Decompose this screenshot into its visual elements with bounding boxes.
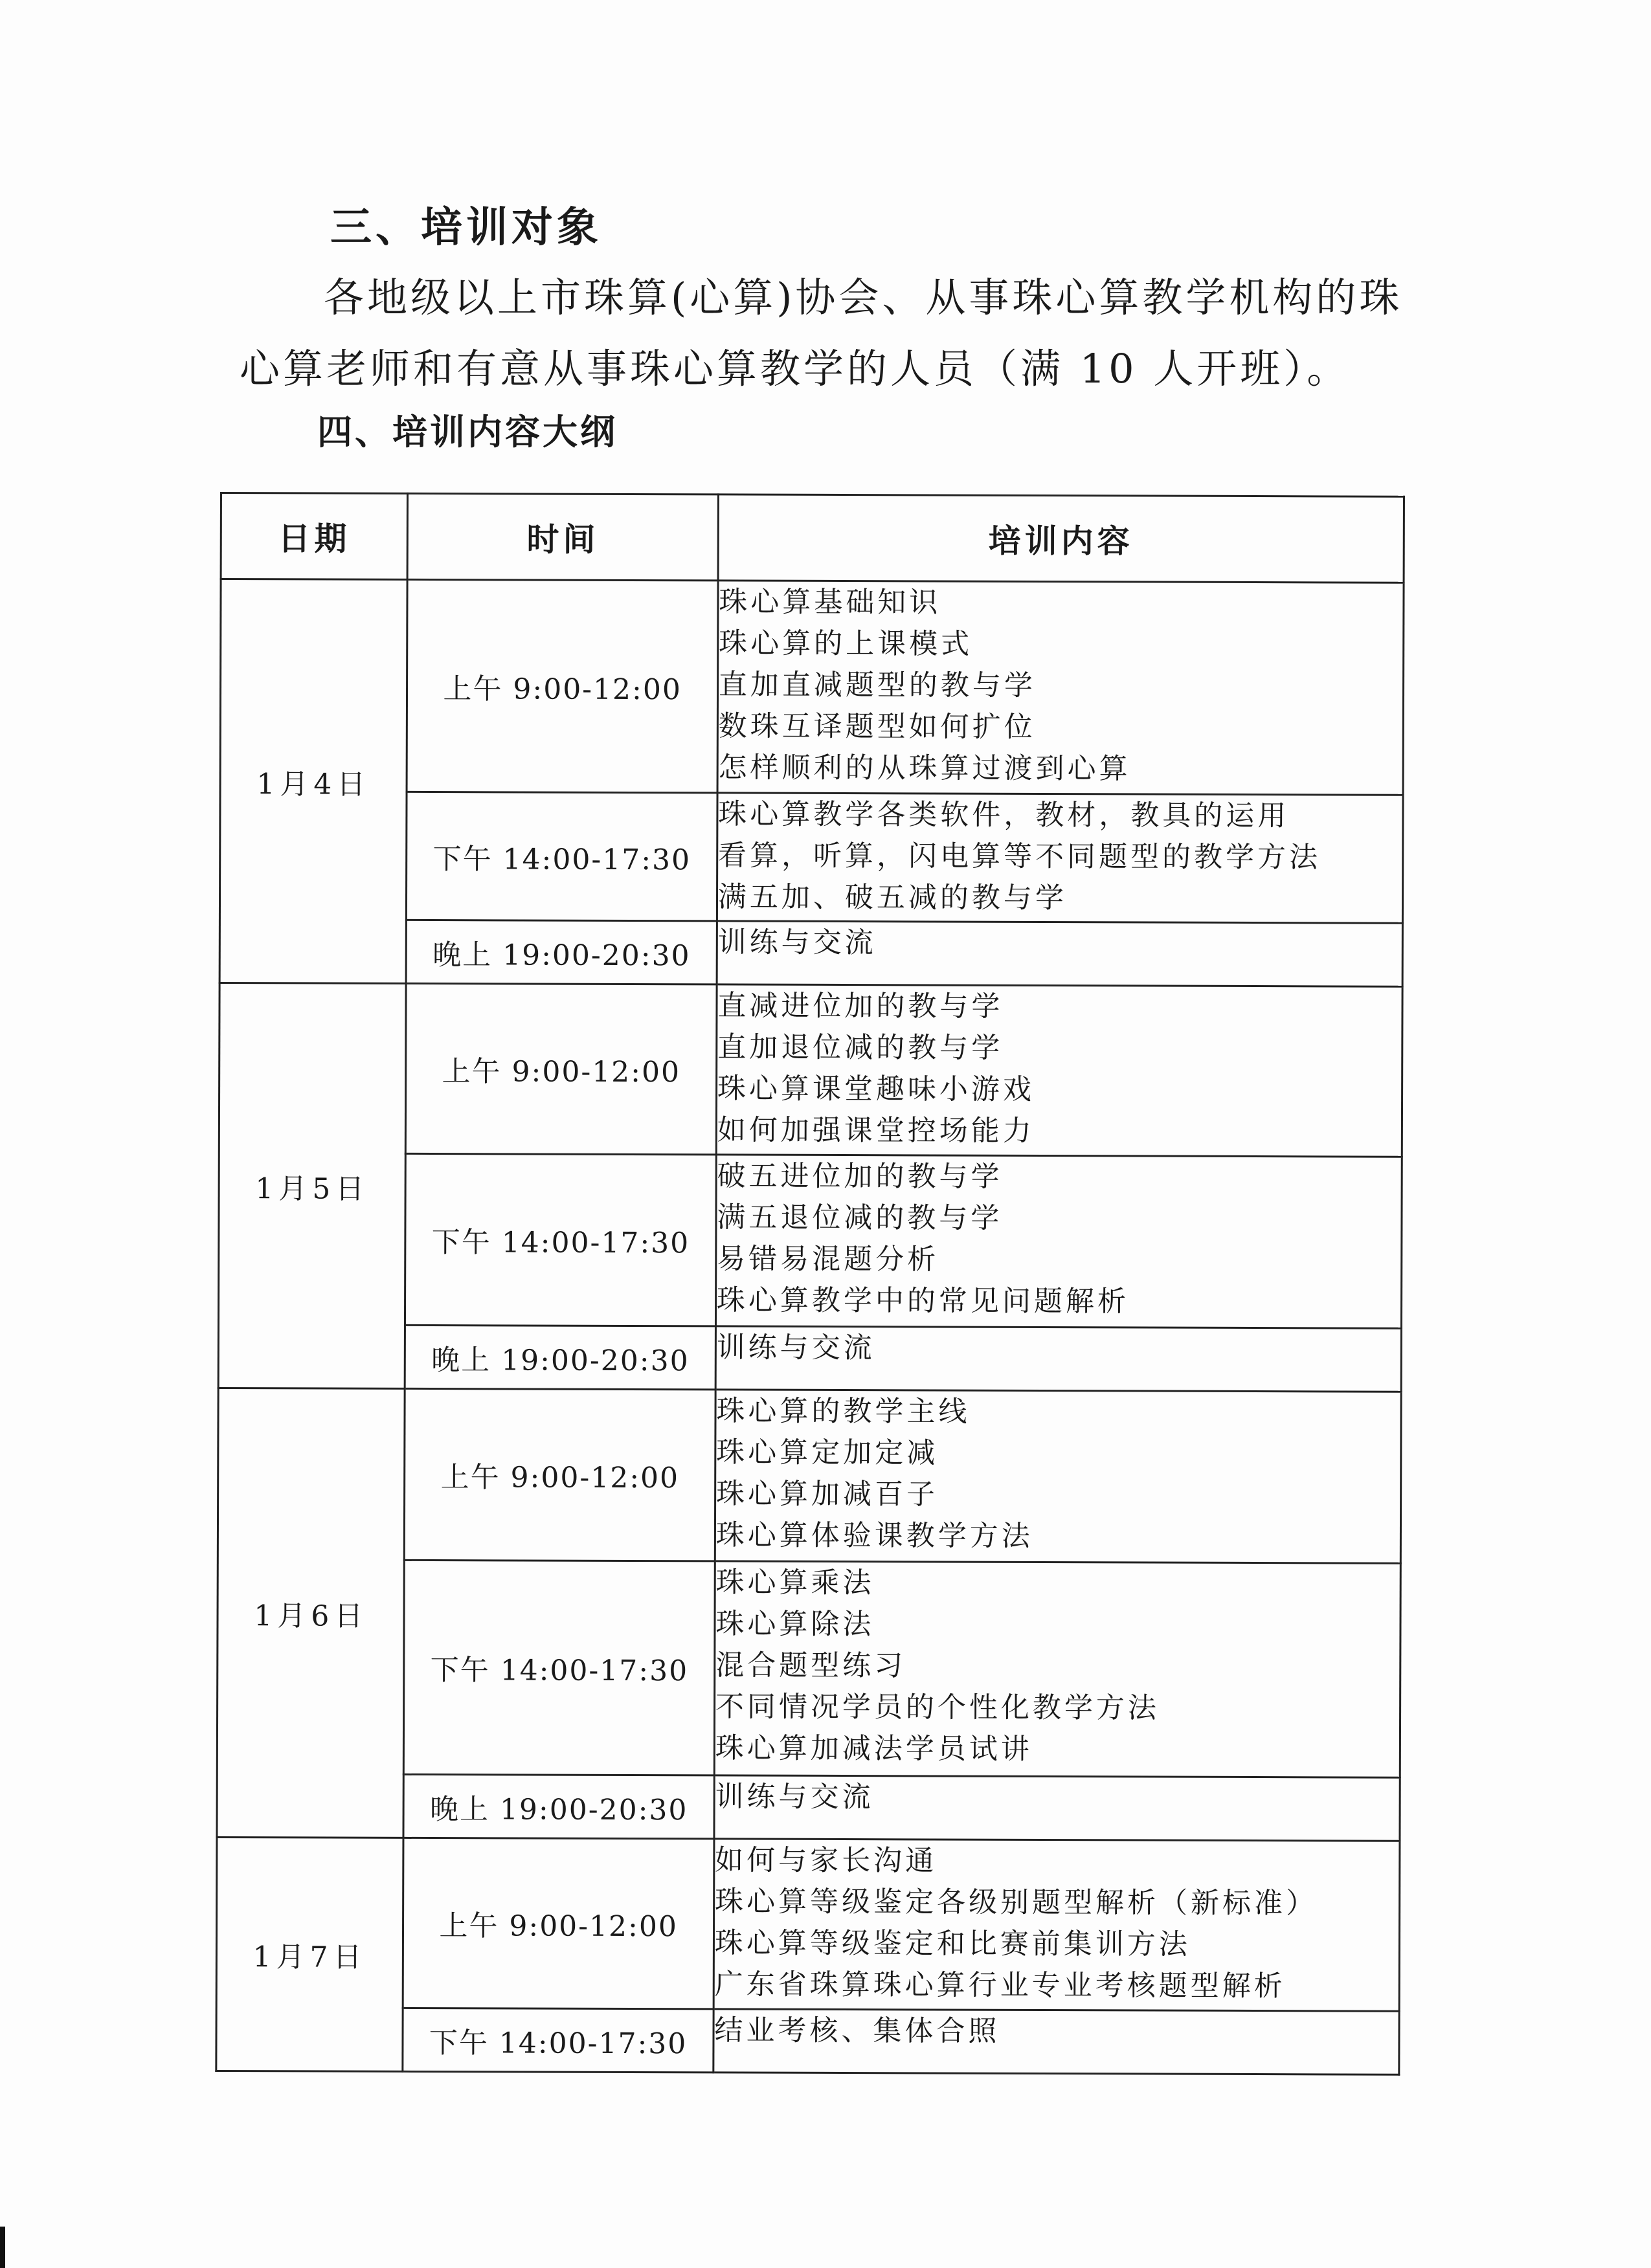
content-item: 珠心算定加定减 (716, 1436, 939, 1470)
section-3-paragraph (240, 262, 1405, 405)
content-cell (717, 581, 1404, 795)
content-item: 珠心算等级鉴定各级别题型解析（新标准） (714, 1885, 1318, 1920)
header-time: 时间 (407, 493, 718, 581)
content-item: 结业考核、集体合照 (714, 2014, 1000, 2048)
content-cell (714, 1561, 1400, 1777)
content-item: 数珠互译题型如何扩位 (718, 709, 1036, 744)
section-3-paragraph-line-1: 各地级以上市珠算(心算)协会、从事珠心算教学机构的珠 (324, 274, 1403, 321)
content-item: 珠心算除法 (715, 1607, 875, 1641)
time-cell: 晚上 19:00-20:30 (407, 920, 717, 984)
content-item: 混合题型练习 (715, 1649, 906, 1683)
content-item: 珠心算基础知识 (719, 585, 941, 619)
time-cell: 下午 14:00-17:30 (404, 1560, 715, 1775)
date-cell: 1月7日 (216, 1837, 404, 2071)
time-cell: 晚上 19:00-20:30 (403, 1774, 714, 1839)
time-cell: 下午 14:00-17:30 (405, 1153, 716, 1326)
content-item: 满五加、破五减的教与学 (717, 880, 1067, 915)
content-cell (716, 984, 1402, 1157)
content-cell (715, 1390, 1401, 1563)
training-schedule-table (215, 492, 1405, 2076)
content-item: 直加退位减的教与学 (717, 1030, 1004, 1065)
content-cell (713, 1839, 1400, 2011)
date-cell: 1月6日 (217, 1388, 405, 1838)
section-4-heading: 四、培训内容大纲 (317, 411, 618, 452)
content-item: 珠心算乘法 (715, 1566, 875, 1600)
time-cell: 上午 9:00-12:00 (406, 983, 717, 1155)
content-cell (717, 793, 1403, 923)
time-cell: 上午 9:00-12:00 (405, 1388, 715, 1561)
content-item: 不同情况学员的个性化教学方法 (715, 1690, 1160, 1725)
content-item: 珠心算课堂趣味小游戏 (717, 1072, 1035, 1106)
table-row (218, 1388, 1401, 1563)
content-item: 直加直减题型的教与学 (718, 668, 1037, 702)
content-item: 珠心算教学各类软件，教材，教具的运用 (718, 797, 1290, 833)
content-item: 满五退位减的教与学 (717, 1201, 1003, 1235)
content-item: 珠心算加减法学员试讲 (715, 1731, 1033, 1766)
header-content: 培训内容 (718, 495, 1404, 583)
content-item: 如何与家长沟通 (715, 1843, 938, 1878)
table-row (219, 983, 1402, 1157)
content-cell (715, 1326, 1401, 1392)
section-3-heading: 三、培训对象 (330, 203, 602, 252)
content-item: 珠心算的教学主线 (716, 1394, 971, 1429)
table-header-row (221, 493, 1404, 583)
content-item: 珠心算体验课教学方法 (715, 1518, 1033, 1553)
time-cell: 下午 14:00-17:30 (407, 792, 717, 921)
section-3-paragraph-line-2: 心算老师和有意从事珠心算教学的人员（满 10 人开班）。 (240, 345, 1351, 392)
content-cell (714, 1775, 1400, 1841)
content-item: 珠心算等级鉴定和比赛前集训方法 (714, 1926, 1191, 1961)
table-row (220, 579, 1404, 795)
content-item: 训练与交流 (717, 926, 877, 960)
time-cell: 晚上 19:00-20:30 (405, 1325, 716, 1390)
content-item: 破五进位加的教与学 (717, 1159, 1003, 1194)
date-cell: 1月4日 (219, 579, 407, 984)
scan-edge-mark (0, 2227, 5, 2268)
content-item: 珠心算教学中的常见问题解析 (716, 1284, 1130, 1318)
content-item: 直减进位加的教与学 (717, 989, 1004, 1023)
time-cell: 上午 9:00-12:00 (407, 579, 717, 793)
table-row (216, 1837, 1400, 2011)
content-cell (717, 921, 1402, 986)
content-item: 训练与交流 (715, 1780, 874, 1814)
time-cell: 下午 14:00-17:30 (403, 2008, 713, 2073)
date-cell: 1月5日 (218, 983, 406, 1389)
content-cell (715, 1155, 1402, 1328)
content-item: 广东省珠算珠心算行业专业考核题型解析 (714, 1968, 1286, 2003)
content-item: 珠心算加减百子 (715, 1477, 939, 1511)
content-item: 看算，听算，闪电算等不同题型的教学方法 (718, 839, 1321, 874)
content-item: 易错易混题分析 (717, 1242, 939, 1276)
content-item: 珠心算的上课模式 (719, 627, 973, 661)
content-item: 训练与交流 (716, 1331, 875, 1365)
time-cell: 上午 9:00-12:00 (403, 1838, 714, 2009)
content-item: 怎样顺利的从珠算过渡到心算 (718, 751, 1131, 786)
content-item: 如何加强课堂控场能力 (717, 1113, 1035, 1148)
header-date: 日期 (221, 493, 408, 580)
content-cell (713, 2009, 1399, 2074)
